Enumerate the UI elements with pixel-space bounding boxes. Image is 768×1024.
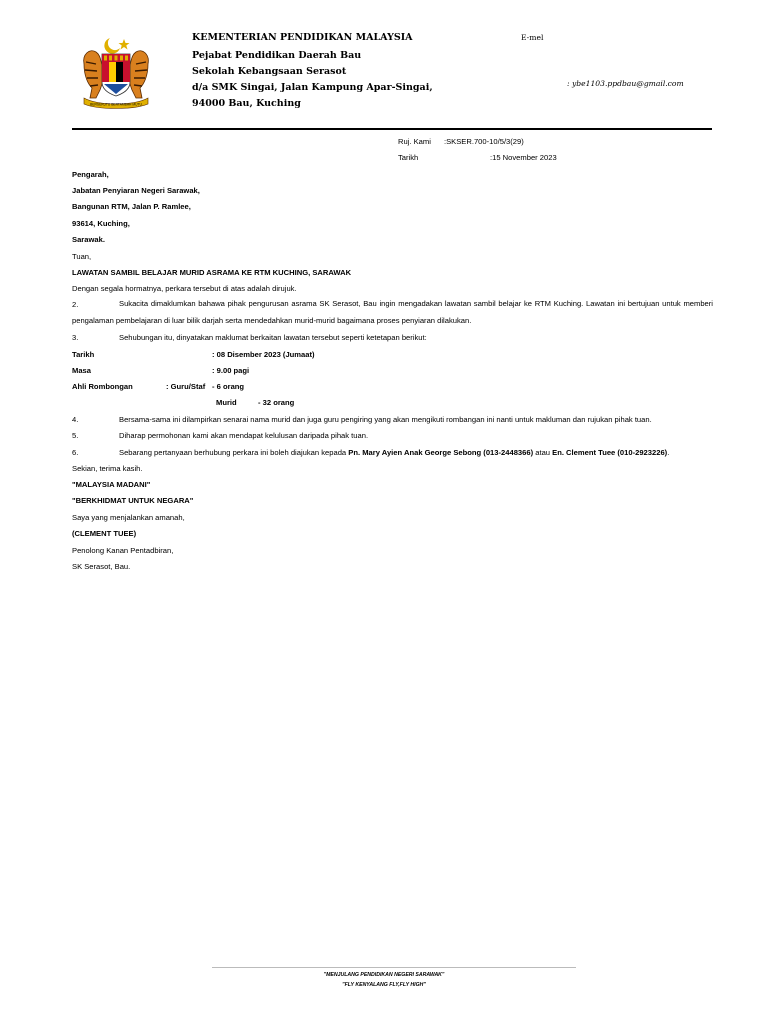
date-value: :15 November 2023	[490, 153, 557, 162]
school-address-line1: d/a SMK Singai, Jalan Kampung Apar-Singai,	[192, 82, 433, 93]
para-5-number: 5.	[72, 431, 79, 440]
recipient-line3: Bangunan RTM, Jalan P. Ramlee,	[72, 202, 191, 211]
visit-date-label: Tarikh	[72, 350, 95, 359]
visit-time-label: Masa	[72, 366, 91, 375]
school-name: Sekolah Kebangsaan Serasot	[192, 66, 347, 77]
recipient-line1: Pengarah,	[72, 170, 109, 179]
opening-line: Dengan segala hormatnya, perkara tersebut di atas adalah dirujuk.	[72, 284, 297, 293]
staff-label: : Guru/Staf	[166, 382, 206, 391]
svg-text:BERSEKUTU BERTAMBAH MUTU: BERSEKUTU BERTAMBAH MUTU	[90, 102, 142, 107]
slogan-malaysia-madani: "MALAYSIA MADANI"	[72, 480, 151, 489]
closing-thanks: Sekian, terima kasih.	[72, 464, 143, 473]
signatory-name: (CLEMENT TUEE)	[72, 529, 137, 538]
para-3-number: 3.	[72, 333, 79, 342]
date-label: Tarikh	[398, 153, 419, 162]
slogan-berkhidmat: "BERKHIDMAT UNTUK NEGARA"	[72, 496, 194, 505]
para-4-number: 4.	[72, 415, 79, 424]
contact-clement: En. Clement Tuee (010-2923226)	[552, 448, 668, 457]
signatory-place: SK Serasot, Bau.	[72, 562, 131, 571]
students-count: - 32 orang	[258, 398, 295, 407]
email-value: : ybe1103.ppdbau@gmail.com	[567, 79, 684, 88]
salutation: Tuan,	[72, 252, 92, 261]
ref-value: :SKSER.700-10/5/3(29)	[444, 137, 524, 146]
footer-motto-1: "MENJULANG PENDIDIKAN NEGERI SARAWAK"	[323, 972, 445, 978]
email-label: E-mel	[521, 33, 544, 42]
malaysia-coat-of-arms-logo	[78, 34, 154, 110]
school-address-line2: 94000 Bau, Kuching	[192, 98, 301, 109]
para-6-text: Sebarang pertanyaan berhubung perkara ini boleh diajukan kepada Pn. Mary Ayien Anak George Sebong (013-2448366) atau En. Clement Tuee (010-2923226).	[119, 448, 670, 457]
group-label: Ahli Rombongan	[72, 382, 133, 391]
para-2-text: Sukacita dimaklumkan bahawa pihak pengurusan asrama SK Serasot, Bau ingin mengadakan lawatan sambil belajar ke RTM Kuching. Lawatan ini bertujuan untuk memberi pengalaman pembelajaran di luar bilik darjah serta mendedahkan murid-murid bagaimana proses penyiaran dilakukan.	[72, 299, 713, 325]
office-name: Pejabat Pendidikan Daerah Bau	[192, 50, 362, 61]
signatory-position: Penolong Kanan Pentadbiran,	[72, 546, 174, 555]
ref-label: Ruj. Kami	[398, 137, 431, 146]
para-5-text: Diharap permohonan kami akan mendapat kelulusan daripada pihak tuan.	[119, 431, 369, 440]
para-4-text: Bersama-sama ini dilampirkan senarai nama murid dan juga guru pengiring yang akan mengikuti rombangan ini nanti untuk makluman dan rujukan pihak tuan.	[119, 415, 652, 424]
visit-date-value: : 08 Disember 2023 (Jumaat)	[212, 350, 315, 359]
contact-mary: Pn. Mary Ayien Anak George Sebong (013-2448366)	[348, 448, 534, 457]
recipient-line2: Jabatan Penyiaran Negeri Sarawak,	[72, 186, 200, 195]
recipient-line4: 93614, Kuching,	[72, 219, 130, 228]
footer-divider	[212, 967, 576, 968]
visit-time-value: : 9.00 pagi	[212, 366, 250, 375]
students-label: Murid	[216, 398, 237, 407]
footer-motto-2: "FLY KENYALANG FLY,FLY HIGH"	[342, 982, 426, 988]
para-6-number: 6.	[72, 448, 79, 457]
para-3-text: Sehubungan itu, dinyatakan maklumat berkaitan lawatan tersebut seperti ketetapan berikut:	[119, 333, 427, 342]
para-2-number: 2.	[72, 300, 79, 309]
closing-trust: Saya yang menjalankan amanah,	[72, 513, 185, 522]
ministry-name: KEMENTERIAN PENDIDIKAN MALAYSIA	[192, 32, 413, 43]
staff-count: - 6 orang	[212, 382, 245, 391]
recipient-line5: Sarawak.	[72, 235, 105, 244]
header-divider	[72, 128, 712, 130]
subject: LAWATAN SAMBIL BELAJAR MURID ASRAMA KE RTM KUCHING, SARAWAK	[72, 268, 352, 277]
